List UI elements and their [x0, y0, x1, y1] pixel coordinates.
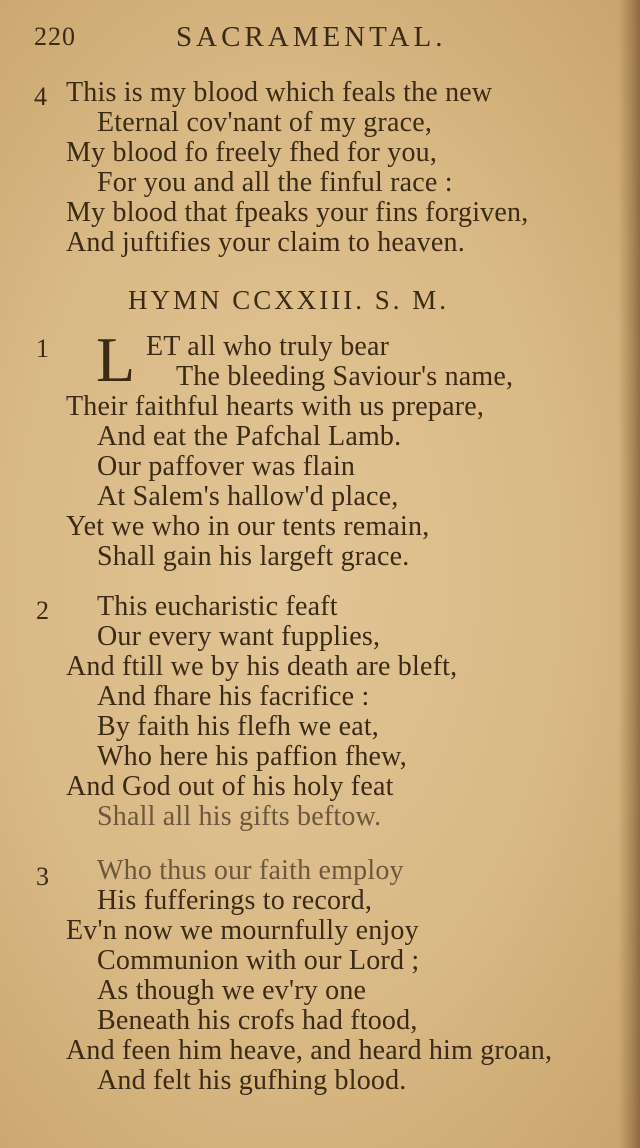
verse-line: The bleeding Saviour's name, — [176, 361, 514, 392]
verse-line: By faith his flefh we eat, — [97, 711, 380, 742]
verse-line: Our paffover was flain — [97, 451, 356, 482]
page-number: 220 — [34, 22, 76, 51]
hymn-title: HYMN CCXXIII. S. M. — [128, 285, 450, 315]
verse-line: Their faithful hearts with us prepare, — [66, 391, 485, 422]
verse-number: 1 — [36, 334, 49, 363]
verse-line: Our every want fupplies, — [97, 621, 381, 652]
verse-line: At Salem's hallow'd place, — [97, 481, 399, 512]
verse-line: ET all who truly bear — [146, 331, 390, 362]
verse-number: 4 — [34, 82, 47, 111]
verse-number: 3 — [36, 862, 49, 891]
verse-line: My blood fo freely fhed for you, — [66, 137, 438, 168]
verse-line: Yet we who in our tents remain, — [66, 511, 430, 542]
verse-line: And fhare his facrifice : — [97, 681, 370, 712]
verse-line: Who here his paffion fhew, — [97, 741, 407, 772]
verse-line: Beneath his crofs had ftood, — [97, 1005, 418, 1036]
verse-line: My blood that fpeaks your fins forgiven, — [66, 197, 529, 228]
drop-cap: L — [96, 324, 136, 395]
verse-line: And feen him heave, and heard him groan, — [66, 1035, 553, 1066]
verse-number: 2 — [36, 596, 49, 625]
verse-line: And eat the Pafchal Lamb. — [97, 421, 402, 452]
verse-line: For you and all the finful race : — [97, 167, 453, 198]
verse-line: Shall gain his largeft grace. — [97, 541, 410, 572]
page-edge-shadow — [618, 0, 640, 1148]
verse-line: And felt his gufhing blood. — [97, 1065, 407, 1096]
verse-line: And ftill we by his death are bleft, — [66, 651, 458, 682]
verse-line: And juftifies your claim to heaven. — [66, 227, 465, 258]
running-header: SACRAMENTAL. — [176, 21, 447, 53]
verse-line: Eternal cov'nant of my grace, — [97, 107, 433, 138]
verse-line: As though we ev'ry one — [97, 975, 367, 1006]
verse-line: Communion with our Lord ; — [97, 945, 420, 976]
verse-line: And God out of his holy feat — [66, 771, 394, 802]
verse-line: Ev'n now we mournfully enjoy — [66, 915, 419, 946]
verse-line: His fufferings to record, — [97, 885, 373, 916]
verse-line: Who thus our faith employ — [97, 855, 404, 886]
verse-line: This eucharistic feaft — [97, 591, 338, 622]
verse-line: This is my blood which feals the new — [66, 77, 493, 108]
verse-line: Shall all his gifts beftow. — [97, 801, 382, 832]
